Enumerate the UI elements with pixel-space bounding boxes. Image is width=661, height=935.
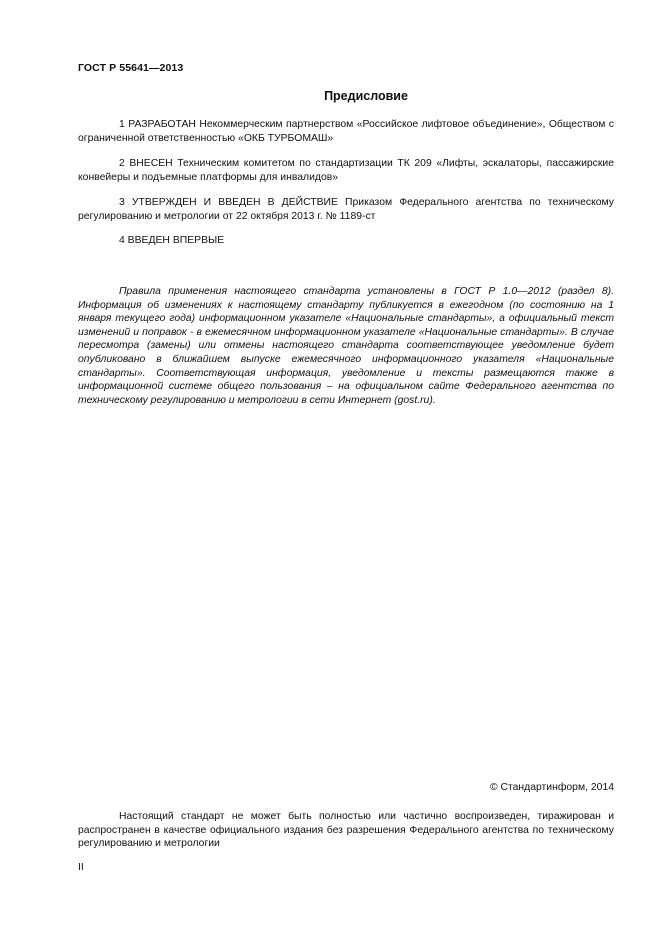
preface-item-text: 3 УТВЕРЖДЕН И ВВЕДЕН В ДЕЙСТВИЕ Приказом Федерального агентства по техническому регулированию и метрологии от 22 октября 2013 г. № 1189-ст xyxy=(78,197,614,222)
preface-item-introduced xyxy=(78,157,614,184)
preface-title xyxy=(78,89,654,103)
page-number: II xyxy=(78,862,84,873)
preface-title-text: Предисловие xyxy=(324,89,408,103)
application-rules-note: Правила применения настоящего стандарта установлены в ГОСТ Р 1.0—2012 (раздел 8). Информация об изменениях к настоящему стандарту публикуется в ежегодном (по состоянию на 1 января текущего года) информационном указателе «Национальные стандарты», а официальный текст изменений и поправок - в ежемесячном информационном указателе «Национальные стандарты». В случае пересмотра (замены) или отмены настоящего стандарта соответствующее уведомление будет опубликовано в ближайшем выпуске ежемесячного информационного указателя «Национальные стандарты». Соответствующая информация, уведомление и тексты размещаются также в информационной системе общего пользования – на официальном сайте Федерального агентства по техническому регулированию и метрологии в сети Интернет (gost.ru). xyxy=(78,286,614,406)
preface-item-text: 2 ВНЕСЕН Техническим комитетом по стандартизации ТК 209 «Лифты, эскалаторы, пассажирские конвейеры и подъемные платформы для инвалидов» xyxy=(78,158,614,183)
preface-item-text: 1 РАЗРАБОТАН Некоммерческим партнерством «Российское лифтовое объединение», Обществом с ограниченной ответственностью «ОКБ ТУРБОМАШ» xyxy=(78,119,614,144)
reproduction-notice: Настоящий стандарт не может быть полностью или частично воспроизведен, тиражирован и распространен в качестве официального издания без разрешения Федерального агентства по техническому регулированию и метрологии xyxy=(78,811,614,850)
copyright-line: © Стандартинформ, 2014 xyxy=(489,782,614,793)
preface-item-approved xyxy=(78,196,614,223)
preface-item-text: 4 ВВЕДЕН ВПЕРВЫЕ xyxy=(119,235,225,246)
document-code: ГОСТ Р 55641—2013 xyxy=(78,62,184,74)
preface-item-first-introduced xyxy=(78,234,614,248)
preface-item-developed xyxy=(78,118,614,145)
